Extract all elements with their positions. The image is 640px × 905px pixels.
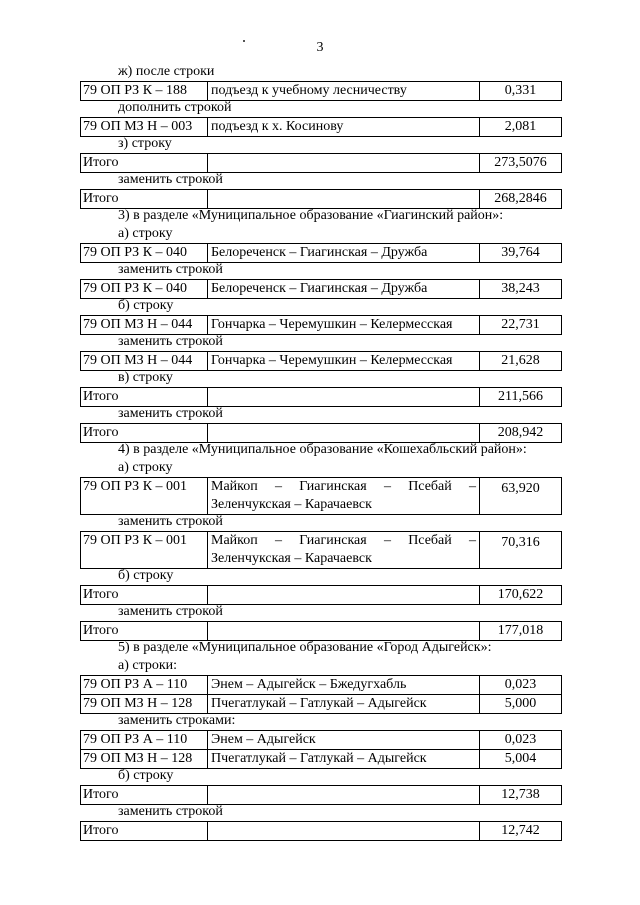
road-name-cell — [208, 822, 480, 840]
road-name-line: Зеленчукская – Карачаевск — [211, 551, 372, 566]
road-id-cell: Итого — [81, 786, 208, 804]
table-row — [80, 675, 562, 695]
table-row — [80, 785, 562, 805]
road-name-line: Майкоп – Гиагинская – Псебай – — [211, 533, 476, 548]
road-name-cell — [208, 190, 480, 208]
length-cell: 5,004 — [504, 751, 537, 766]
table-row — [80, 585, 562, 605]
road-name-cell: подъезд к х. Косинову — [208, 118, 480, 136]
instruction-label: б) строку — [118, 298, 174, 313]
road-name-cell — [208, 622, 480, 640]
road-id-cell: 79 ОП МЗ Н – 128 — [81, 750, 208, 768]
road-name-cell: Гончарка – Черемушкин – Келермесская — [208, 352, 480, 370]
road-name-cell — [208, 478, 480, 514]
road-name-cell — [208, 532, 480, 568]
length-cell: 38,243 — [501, 281, 540, 296]
road-name-cell — [208, 586, 480, 604]
instruction-label: заменить строкой — [118, 172, 223, 187]
road-id-cell: 79 ОП РЗ К – 040 — [81, 280, 208, 298]
table-row — [80, 531, 562, 569]
instruction-label: заменить строкой — [118, 406, 223, 421]
road-id-cell: 79 ОП РЗ К – 001 — [81, 478, 208, 514]
table-row — [80, 189, 562, 209]
instruction-label: б) строку — [118, 568, 174, 583]
length-cell: 0,023 — [504, 732, 537, 747]
instruction-label: ж) после строки — [118, 64, 215, 79]
table-row — [80, 387, 562, 407]
length-cell: 12,738 — [501, 787, 540, 802]
table-row — [80, 351, 562, 371]
length-cell: 177,018 — [497, 623, 544, 638]
road-name-line: Зеленчукская – Карачаевск — [211, 497, 372, 512]
table-row — [80, 315, 562, 335]
table-row — [80, 821, 562, 841]
table-row — [80, 423, 562, 443]
table-row — [80, 749, 562, 769]
length-cell: 70,316 — [501, 535, 540, 550]
road-name-cell — [208, 388, 480, 406]
table-row — [80, 621, 562, 641]
instruction-label: заменить строкой — [118, 804, 223, 819]
road-name-cell — [208, 424, 480, 442]
length-cell: 5,000 — [504, 696, 537, 711]
instruction-label: заменить строкой — [118, 334, 223, 349]
length-cell: 208,942 — [497, 425, 544, 440]
length-cell: 12,742 — [501, 823, 540, 838]
length-cell: 0,023 — [504, 677, 537, 692]
road-name-cell: Энем – Адыгейск – Бжедугхабль — [208, 676, 480, 694]
road-name-cell — [208, 154, 480, 172]
table-row — [80, 730, 562, 750]
road-id-cell: 79 ОП МЗ Н – 003 — [81, 118, 208, 136]
road-id-cell: Итого — [81, 154, 208, 172]
instruction-label: 5) в разделе «Муниципальное образование «Город Адыгейск»: — [118, 640, 492, 655]
length-cell: 22,731 — [501, 317, 540, 332]
length-cell: 273,5076 — [494, 155, 547, 170]
road-id-cell: 79 ОП МЗ Н – 128 — [81, 695, 208, 713]
road-name-cell — [208, 786, 480, 804]
length-cell: 0,331 — [504, 83, 537, 98]
instruction-label: з) строку — [118, 136, 172, 151]
road-id-cell: 79 ОП РЗ К – 188 — [81, 82, 208, 100]
length-cell: 21,628 — [501, 353, 540, 368]
instruction-label: а) строку — [118, 226, 173, 241]
length-cell: 170,622 — [497, 587, 544, 602]
road-name-cell: Белореченск – Гиагинская – Дружба — [208, 280, 480, 298]
instruction-label: заменить строкой — [118, 514, 223, 529]
instruction-label: дополнить строкой — [118, 100, 232, 115]
road-id-cell: Итого — [81, 190, 208, 208]
road-id-cell: Итого — [81, 388, 208, 406]
road-id-cell: Итого — [81, 586, 208, 604]
instruction-label: 3) в разделе «Муниципальное образование «Гиагинский район»: — [118, 208, 504, 223]
instruction-label: а) строку — [118, 460, 173, 475]
length-cell: 2,081 — [504, 119, 537, 134]
road-name-cell: Пчегатлукай – Гатлукай – Адыгейск — [208, 750, 480, 768]
road-id-cell: Итого — [81, 822, 208, 840]
road-name-cell: подъезд к учебному лесничеству — [208, 82, 480, 100]
road-id-cell: 79 ОП РЗ К – 001 — [81, 532, 208, 568]
road-id-cell: Итого — [81, 424, 208, 442]
table-row — [80, 153, 562, 173]
road-name-cell: Белореченск – Гиагинская – Дружба — [208, 244, 480, 262]
road-id-cell: 79 ОП РЗ А – 110 — [81, 731, 208, 749]
instruction-label: в) строку — [118, 370, 173, 385]
page-number: 3 — [316, 40, 324, 55]
road-name-cell: Энем – Адыгейск — [208, 731, 480, 749]
table-row — [80, 117, 562, 137]
road-name-cell: Гончарка – Черемушкин – Келермесская — [208, 316, 480, 334]
instruction-label: заменить строкой — [118, 262, 223, 277]
length-cell: 268,2846 — [494, 191, 547, 206]
instruction-label: а) строки: — [118, 658, 178, 673]
road-id-cell: 79 ОП МЗ Н – 044 — [81, 316, 208, 334]
table-row — [80, 81, 562, 101]
length-cell: 63,920 — [501, 481, 540, 496]
road-name-line: Майкоп – Гиагинская – Псебай – — [211, 479, 476, 494]
road-id-cell: 79 ОП РЗ А – 110 — [81, 676, 208, 694]
table-row — [80, 477, 562, 515]
length-cell: 211,566 — [498, 389, 543, 404]
instruction-label: заменить строками: — [118, 713, 236, 728]
road-id-cell: Итого — [81, 622, 208, 640]
instruction-label: б) строку — [118, 768, 174, 783]
table-row — [80, 279, 562, 299]
table-row — [80, 243, 562, 263]
instruction-label: заменить строкой — [118, 604, 223, 619]
table-row — [80, 694, 562, 714]
road-id-cell: 79 ОП РЗ К – 040 — [81, 244, 208, 262]
road-id-cell: 79 ОП МЗ Н – 044 — [81, 352, 208, 370]
instruction-label: 4) в разделе «Муниципальное образование «Кошехабльский район»: — [118, 442, 527, 457]
length-cell: 39,764 — [501, 245, 540, 260]
road-name-cell: Пчегатлукай – Гатлукай – Адыгейск — [208, 695, 480, 713]
